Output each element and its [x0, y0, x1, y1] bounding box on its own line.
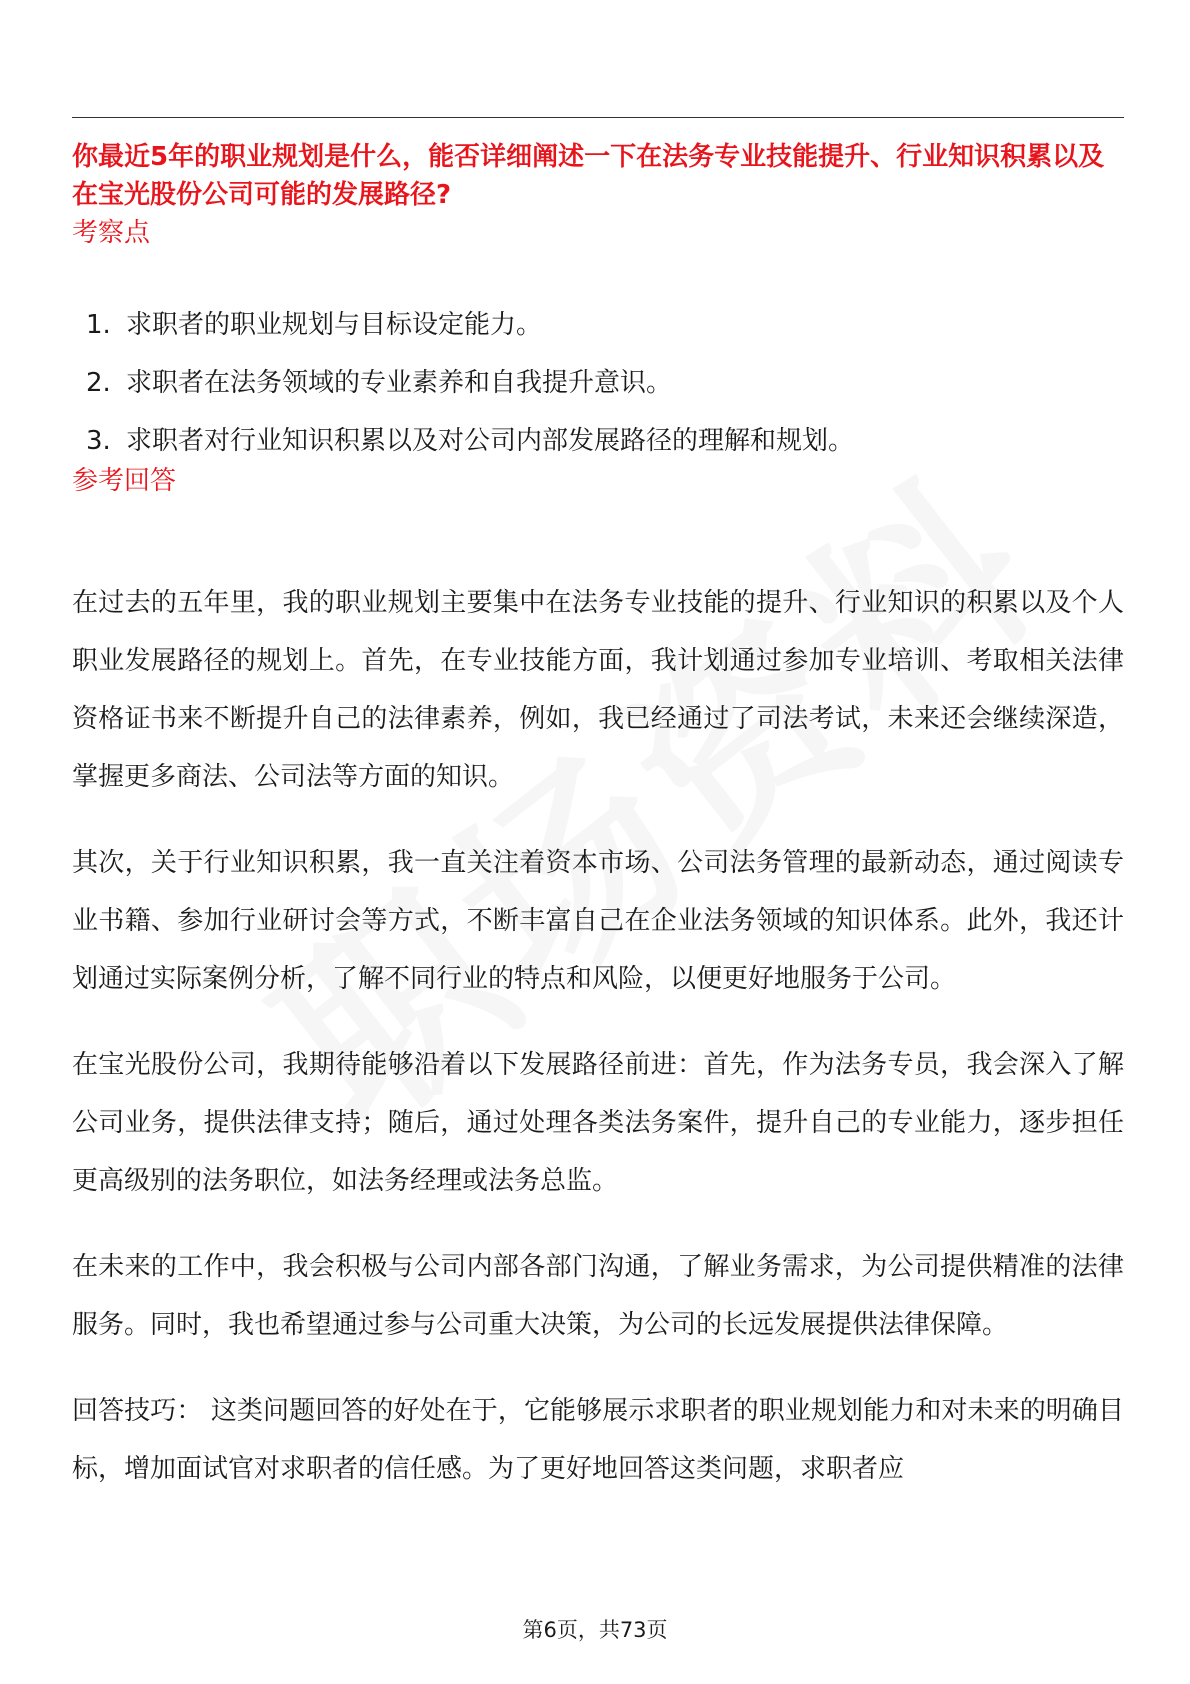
points-list	[72, 306, 1124, 480]
list-item-text: 求职者对行业知识积累以及对公司内部发展路径的理解和规划。	[126, 426, 855, 456]
answer-paragraph: 在未来的工作中，我会积极与公司内部各部门沟通，了解业务需求，为公司提供精准的法律服务。同时，我也希望通过参与公司重大决策，为公司的长远发展提供法律保障。	[72, 1252, 1124, 1340]
answer-paragraph: 在宝光股份公司，我期待能够沿着以下发展路径前进：首先，作为法务专员，我会深入了解公司业务，提供法律支持；随后，通过处理各类法务案件，提升自己的专业能力，逐步担任更高级别的法务职位，如法务经理或法务总监。	[72, 1050, 1124, 1196]
list-item-number: 2.	[86, 368, 111, 398]
list-item	[72, 364, 1124, 422]
document-page	[72, 0, 1124, 1684]
points-section-title: 考察点	[72, 218, 151, 248]
page-number-footer: 第6页，共73页	[522, 1618, 668, 1642]
list-item	[72, 306, 1124, 364]
answer-paragraph: 在过去的五年里，我的职业规划主要集中在法务专业技能的提升、行业知识的积累以及个人职业发展路径的规划上。首先，在专业技能方面，我计划通过参加专业培训、考取相关法律资格证书来不断提升自己的法律素养，例如，我已经通过了司法考试，未来还会继续深造，掌握更多商法、公司法等方面的知识。	[72, 588, 1124, 792]
list-item-text: 求职者的职业规划与目标设定能力。	[126, 310, 543, 340]
answer-paragraph: 其次，关于行业知识积累，我一直关注着资本市场、公司法务管理的最新动态，通过阅读专业书籍、参加行业研讨会等方式，不断丰富自己在企业法务领域的知识体系。此外，我还计划通过实际案例分析，了解不同行业的特点和风险，以便更好地服务于公司。	[72, 848, 1124, 994]
list-item-number: 1.	[86, 310, 111, 340]
list-item-number: 3.	[86, 426, 111, 456]
answer-paragraph: 回答技巧： 这类问题回答的好处在于，它能够展示求职者的职业规划能力和对未来的明确目标，增加面试官对求职者的信任感。为了更好地回答这类问题，求职者应	[72, 1396, 1124, 1484]
top-divider	[72, 117, 1124, 118]
list-item	[72, 422, 1124, 480]
answer-body	[72, 574, 1124, 1526]
question-heading: 你最近5年的职业规划是什么，能否详细阐述一下在法务专业技能提升、行业知识积累以及在宝光股份公司可能的发展路径?	[72, 142, 1105, 210]
answer-section-title: 参考回答	[72, 466, 177, 496]
list-item-text: 求职者在法务领域的专业素养和自我提升意识。	[126, 368, 673, 398]
